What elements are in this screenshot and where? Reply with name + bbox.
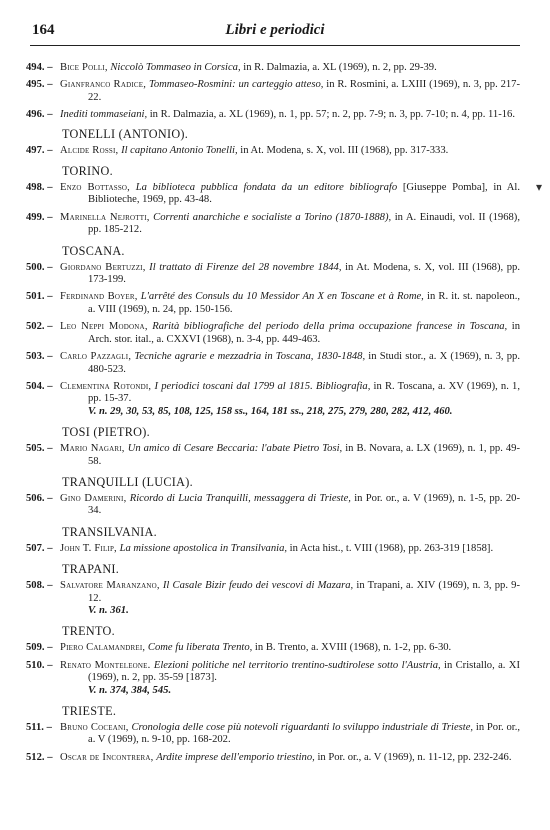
entry-citation: in Arch. stor. ital., a. CXXVI (1968), n. 3-4, pp. 449-463. [88, 321, 520, 345]
entry-number: 506. – [26, 492, 53, 504]
entry-author: Gino Damerini, [60, 492, 127, 504]
entry-title: Un amico di Cesare Beccaria: l'abate Pietro Tosi, [127, 443, 343, 455]
entry-title: La missione apostolica in Transilvania, [119, 542, 288, 554]
bibliography-entry [26, 380, 520, 418]
entry-number: 509. – [26, 642, 53, 654]
section-heading: TOSCANA. [62, 243, 125, 258]
entry-number: 504. – [26, 380, 53, 392]
bibliography-entry [26, 144, 520, 157]
entry-title: Ardite imprese dell'emporio triestino, [156, 751, 315, 763]
section-heading: TONELLI (ANTONIO). [62, 126, 189, 141]
entry-author: Piero Calamandrei, [60, 642, 146, 654]
entry-citation: in R. Dalmazia, a. XL (1969), n. 1, pp. 57; n. 2, pp. 7-9; n. 3, pp. 7-10; n. 4, pp. 11-16. [147, 109, 515, 121]
entry-title: Inediti tommaseiani, [60, 109, 148, 121]
bibliography-list [26, 62, 521, 769]
entry-citation: in Trapani, a. XIV (1969), n. 3, pp. 9-12. [88, 580, 520, 604]
entry-title: L'arrêté des Consuls du 10 Messidor An X en Toscane et à Rome, [140, 291, 424, 303]
entry-author: Ferdinand Boyer, [60, 291, 138, 303]
section-heading: TRENTO. [62, 624, 115, 639]
entry-number: 501. – [26, 291, 53, 303]
entry-number: 497. – [26, 144, 53, 156]
entry-number: 495. – [26, 79, 53, 91]
bibliography-entry [26, 351, 520, 376]
entry-author: Salvatore Maranzano, [60, 580, 160, 592]
bibliography-entry [26, 211, 520, 237]
entry-number: 499. – [26, 211, 53, 223]
entry-citation: in R. Rosmini, a. LXIII (1969), n. 3, pp. 217-22. [88, 79, 521, 103]
entry-author: Gianfranco Radice, [60, 79, 147, 91]
page-number: 164 [32, 22, 55, 38]
entry-citation: in A. Einaudi, vol. II (1968), pp. 185-212. [88, 211, 520, 236]
bibliography-entry [26, 62, 520, 74]
entry-citation: in R. it. st. napoleon., a. VIII (1969), n. 24, pp. 150-156. [88, 291, 521, 315]
bibliography-entry [26, 291, 521, 316]
entry-citation: in R. Dalmazia, a. XL (1969), n. 2, pp. 29-39. [240, 62, 437, 73]
entry-citation: in B. Trento, a. XVIII (1968), n. 1-2, pp. 6-30. [252, 642, 452, 654]
bibliography-entry [26, 542, 520, 555]
entry-author: Giordano Bertuzzi, [60, 261, 146, 273]
section-heading: TORINO. [62, 164, 113, 179]
entry-title: Il Casale Bizir feudo dei vescovi di Mazara, [162, 580, 354, 592]
entry-title: Tecniche agrarie e mezzadria in Toscana, 1830-1848, [134, 351, 366, 363]
entry-citation: in Por. or., a. V (1969), n. 9-10, pp. 168-202. [88, 722, 521, 746]
bibliography-entry [26, 580, 520, 617]
entry-number: 512. – [26, 751, 53, 763]
entry-number: 510. – [26, 659, 53, 671]
entry-title: Ricordo di Lucia Tranquilli, messaggera di Trieste, [129, 492, 351, 504]
entry-citation: in Por. or., a. V (1969), n. 11-12, pp. 232-246. [314, 751, 512, 763]
section-heading: TRANSILVANIA. [62, 524, 157, 539]
entry-number: 494. – [26, 62, 53, 73]
bibliography-entry [26, 722, 521, 747]
entry-title: Il trattato di Firenze del 28 novembre 1844, [149, 261, 342, 273]
bibliography-entry [26, 659, 520, 697]
entry-citation: in B. Novara, a. LX (1969), n. 1, pp. 49-58. [88, 443, 520, 467]
margin-mark: ▾ [536, 180, 543, 194]
cross-reference: V. n. 374, 384, 545. [88, 684, 172, 696]
section-heading: TRANQUILLI (LUCIA). [62, 474, 193, 489]
entry-number: 498. – [26, 182, 53, 194]
entry-author: Oscar de Incontrera, [60, 751, 154, 763]
section-heading: TOSI (PIETRO). [62, 425, 150, 440]
header-rule [30, 45, 520, 46]
bibliography-entry [26, 751, 520, 764]
entry-title: Elezioni politiche nel territorio trentino-sudtirolese sotto l'Austria, [153, 659, 441, 671]
entry-author: Mario Nagari, [60, 443, 125, 455]
entry-citation: in At. Modena, s. X, vol. III (1968), pp. 317-333. [237, 144, 449, 156]
entry-number: 496. – [26, 109, 53, 121]
entry-author: Alcide Rossi, [60, 144, 119, 156]
entry-citation: in R. Toscana, a. XV (1969), n. 1, pp. 15-37. [88, 380, 520, 405]
entry-author: Renato Monteleone. [60, 659, 151, 671]
bibliography-entry [26, 642, 520, 654]
entry-citation: in Por. or., a. V (1969), n. 1-5, pp. 20-34. [88, 492, 520, 517]
entry-citation: in Acta hist., t. VIII (1968), pp. 263-319 [1858]. [287, 542, 494, 554]
bibliography-entry [26, 182, 521, 207]
entry-citation: in Cristallo, a. XI (1969), n. 2, pp. 35-59 [1873]. [88, 659, 520, 684]
bibliography-entry [26, 492, 520, 518]
bibliography-entry [26, 443, 520, 468]
entry-author: Bice Polli, [60, 62, 108, 73]
entry-author: Enzo Bottasso, [60, 182, 131, 194]
cross-reference: V. n. 29, 30, 53, 85, 108, 125, 158 ss., 164, 181 ss., 218, 275, 279, 280, 282, 412, 460. [88, 405, 453, 417]
entry-author: Bruno Coceani, [60, 722, 129, 733]
entry-title: La biblioteca pubblica fondata da un editore bibliografo [135, 182, 398, 194]
cross-reference: V. n. 361. [88, 604, 129, 616]
entry-citation: in Studi stor., a. X (1969), n. 3, pp. 480-523. [88, 351, 520, 375]
entry-number: 507. – [26, 542, 53, 554]
entry-number: 508. – [26, 580, 53, 592]
entry-title: I periodici toscani dal 1799 al 1815. Bibliografia, [154, 380, 371, 392]
entry-number: 511. – [26, 722, 52, 733]
bibliography-entry [26, 79, 521, 104]
entry-number: 505. – [26, 443, 53, 455]
entry-title: Correnti anarchiche e socialiste a Torino (1870-1888), [153, 211, 392, 223]
entry-title: Il capitano Antonio Tonelli, [121, 144, 238, 156]
bibliography-entry [26, 109, 520, 121]
running-title: Libri e periodici [225, 22, 325, 38]
entry-citation: [Giuseppe Pomba], in Al. Biblioteche, 1969, pp. 43-48. [88, 182, 521, 206]
entry-author: John T. Filip, [60, 542, 117, 554]
bibliography-entry [26, 261, 520, 287]
section-heading: TRIESTE. [62, 704, 117, 718]
entry-citation: in At. Modena, s. X, vol. III (1968), pp. 173-199. [88, 261, 520, 286]
entry-title: Tommaseo-Rosmini: un carteggio atteso, [148, 79, 324, 91]
entry-title: Come fu liberata Trento, [147, 642, 253, 654]
section-heading: TRAPANI. [62, 562, 120, 577]
entry-author: Clementina Rotondi, [60, 380, 152, 392]
bibliography-entry [26, 321, 520, 346]
entry-author: Carlo Pazzagli, [60, 351, 132, 363]
running-header [30, 20, 520, 42]
entry-author: Marinella Nejrotti, [60, 211, 150, 223]
entry-number: 500. – [26, 261, 53, 273]
entry-title: Rarità bibliografiche del periodo della prima occupazione francese in Toscana, [152, 321, 508, 333]
entry-number: 502. – [26, 321, 53, 333]
entry-author: Leo Neppi Modona, [60, 321, 148, 333]
entry-title: Niccolò Tommaseo in Corsica, [110, 62, 241, 73]
entry-number: 503. – [26, 351, 53, 363]
entry-title: Cronologia delle cose più notevoli riguardanti lo sviluppo industriale di Trieste, [131, 722, 474, 733]
